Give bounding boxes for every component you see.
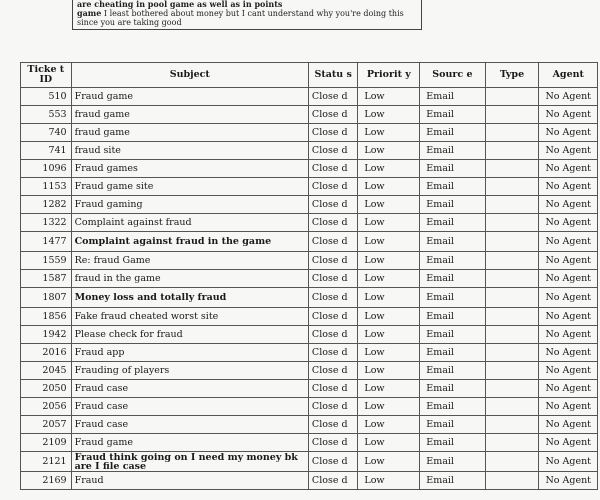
table-row [21,472,598,490]
table-row [21,434,598,452]
type-cell [485,106,539,124]
status-cell: Close d [308,252,357,270]
subject-cell: fraud in the game [71,270,308,288]
type-cell [485,160,539,178]
subject-cell: Fraud game [71,434,308,452]
source-cell: Email [420,124,485,142]
type-cell [485,270,539,288]
table-row [21,124,598,142]
agent-cell: No Agent [539,308,598,326]
source-cell: Email [420,214,485,232]
source-cell: Email [420,106,485,124]
status-cell: Close d [308,88,357,106]
type-cell [485,88,539,106]
ticket-table [20,62,598,490]
source-cell: Email [420,362,485,380]
priority-cell: Low [358,196,420,214]
priority-cell: Low [358,472,420,490]
table-row [21,142,598,160]
header-agent: Agent [539,63,598,88]
agent-cell: No Agent [539,88,598,106]
subject-cell: Fraud case [71,380,308,398]
ticket-id-cell: 2016 [21,344,72,362]
agent-cell: No Agent [539,196,598,214]
type-cell [485,214,539,232]
source-cell: Email [420,452,485,472]
type-cell [485,124,539,142]
status-cell: Close d [308,142,357,160]
subject-cell: Frauding of players [71,362,308,380]
ticket-id-cell: 1807 [21,288,72,308]
agent-cell: No Agent [539,472,598,490]
priority-cell: Low [358,452,420,472]
agent-cell: No Agent [539,142,598,160]
header-priority: Priorit y [358,63,420,88]
priority-cell: Low [358,270,420,288]
subject-cell: Complaint against fraud in the game [71,232,308,252]
status-cell: Close d [308,160,357,178]
subject-cell: Fake fraud cheated worst site [71,308,308,326]
status-cell: Close d [308,326,357,344]
agent-cell: No Agent [539,232,598,252]
priority-cell: Low [358,380,420,398]
subject-cell: Fraud games [71,160,308,178]
status-cell: Close d [308,196,357,214]
priority-cell: Low [358,362,420,380]
source-cell: Email [420,160,485,178]
source-cell: Email [420,380,485,398]
snippet-line-2: I least bothered about money but I cant understand why you're doing this since you are taking good [77,9,404,27]
priority-cell: Low [358,344,420,362]
ticket-id-cell: 1856 [21,308,72,326]
subject-cell: Money loss and totally fraud [71,288,308,308]
source-cell: Email [420,196,485,214]
agent-cell: No Agent [539,270,598,288]
priority-cell: Low [358,252,420,270]
table-row [21,196,598,214]
ticket-id-cell: 1096 [21,160,72,178]
ticket-id-cell: 2121 [21,452,72,472]
status-cell: Close d [308,214,357,232]
type-cell [485,452,539,472]
ticket-id-cell: 2109 [21,434,72,452]
ticket-table-body [21,88,598,490]
ticket-id-cell: 2056 [21,398,72,416]
agent-cell: No Agent [539,380,598,398]
status-cell: Close d [308,380,357,398]
type-cell [485,416,539,434]
status-cell: Close d [308,472,357,490]
source-cell: Email [420,88,485,106]
ticket-id-cell: 510 [21,88,72,106]
priority-cell: Low [358,124,420,142]
ticket-id-cell: 2169 [21,472,72,490]
priority-cell: Low [358,106,420,124]
table-row [21,88,598,106]
status-cell: Close d [308,416,357,434]
table-row [21,416,598,434]
ticket-id-cell: 2050 [21,380,72,398]
ticket-id-cell: 553 [21,106,72,124]
ticket-id-cell: 740 [21,124,72,142]
table-header-row [21,63,598,88]
status-cell: Close d [308,232,357,252]
header-subject: Subject [71,63,308,88]
priority-cell: Low [358,178,420,196]
source-cell: Email [420,142,485,160]
source-cell: Email [420,398,485,416]
type-cell [485,434,539,452]
agent-cell: No Agent [539,344,598,362]
table-row [21,398,598,416]
subject-cell: Complaint against fraud [71,214,308,232]
source-cell: Email [420,232,485,252]
status-cell: Close d [308,344,357,362]
agent-cell: No Agent [539,288,598,308]
agent-cell: No Agent [539,362,598,380]
priority-cell: Low [358,160,420,178]
table-row [21,178,598,196]
status-cell: Close d [308,106,357,124]
agent-cell: No Agent [539,160,598,178]
source-cell: Email [420,252,485,270]
source-cell: Email [420,344,485,362]
ticket-id-cell: 1587 [21,270,72,288]
table-row [21,344,598,362]
table-row [21,308,598,326]
table-row [21,106,598,124]
source-cell: Email [420,326,485,344]
priority-cell: Low [358,416,420,434]
snippet-line-2-bold: game [77,8,102,18]
table-row [21,326,598,344]
agent-cell: No Agent [539,416,598,434]
ticket-id-cell: 1282 [21,196,72,214]
subject-cell: Fraud game site [71,178,308,196]
subject-cell: Fraud [71,472,308,490]
status-cell: Close d [308,362,357,380]
table-row [21,252,598,270]
priority-cell: Low [358,308,420,326]
priority-cell: Low [358,398,420,416]
type-cell [485,142,539,160]
table-row [21,362,598,380]
source-cell: Email [420,178,485,196]
status-cell: Close d [308,124,357,142]
agent-cell: No Agent [539,124,598,142]
status-cell: Close d [308,434,357,452]
priority-cell: Low [358,434,420,452]
previous-page-snippet [72,0,422,30]
subject-cell: fraud game [71,106,308,124]
subject-cell: Please check for fraud [71,326,308,344]
table-row [21,270,598,288]
table-row [21,214,598,232]
subject-cell: Fraud app [71,344,308,362]
priority-cell: Low [358,232,420,252]
ticket-id-cell: 1942 [21,326,72,344]
subject-cell: fraud site [71,142,308,160]
header-type: Type [485,63,539,88]
priority-cell: Low [358,142,420,160]
agent-cell: No Agent [539,252,598,270]
subject-cell: Fraud case [71,416,308,434]
source-cell: Email [420,434,485,452]
table-row [21,380,598,398]
type-cell [485,252,539,270]
status-cell: Close d [308,398,357,416]
ticket-id-cell: 741 [21,142,72,160]
type-cell [485,308,539,326]
subject-cell: fraud game [71,124,308,142]
snippet-line-1: are cheating in pool game as well as in points [77,0,283,9]
subject-cell: Fraud gaming [71,196,308,214]
type-cell [485,326,539,344]
agent-cell: No Agent [539,178,598,196]
status-cell: Close d [308,288,357,308]
table-row [21,452,598,472]
type-cell [485,196,539,214]
ticket-id-cell: 2045 [21,362,72,380]
header-ticket-id: Ticke t ID [21,63,72,88]
source-cell: Email [420,472,485,490]
status-cell: Close d [308,270,357,288]
type-cell [485,380,539,398]
type-cell [485,344,539,362]
source-cell: Email [420,308,485,326]
agent-cell: No Agent [539,326,598,344]
type-cell [485,472,539,490]
source-cell: Email [420,416,485,434]
agent-cell: No Agent [539,106,598,124]
agent-cell: No Agent [539,452,598,472]
table-row [21,288,598,308]
ticket-id-cell: 2057 [21,416,72,434]
agent-cell: No Agent [539,398,598,416]
agent-cell: No Agent [539,434,598,452]
ticket-id-cell: 1559 [21,252,72,270]
type-cell [485,178,539,196]
subject-cell: Re: fraud Game [71,252,308,270]
ticket-id-cell: 1322 [21,214,72,232]
type-cell [485,362,539,380]
type-cell [485,288,539,308]
status-cell: Close d [308,178,357,196]
status-cell: Close d [308,452,357,472]
priority-cell: Low [358,326,420,344]
type-cell [485,398,539,416]
subject-cell: Fraud think going on I need my money bk are I file case [71,452,308,472]
status-cell: Close d [308,308,357,326]
table-row [21,232,598,252]
subject-cell: Fraud case [71,398,308,416]
ticket-id-cell: 1153 [21,178,72,196]
header-status: Statu s [308,63,357,88]
subject-cell: Fraud game [71,88,308,106]
source-cell: Email [420,270,485,288]
header-source: Sourc e [420,63,485,88]
priority-cell: Low [358,288,420,308]
source-cell: Email [420,288,485,308]
priority-cell: Low [358,214,420,232]
agent-cell: No Agent [539,214,598,232]
priority-cell: Low [358,88,420,106]
ticket-id-cell: 1477 [21,232,72,252]
table-row [21,160,598,178]
type-cell [485,232,539,252]
